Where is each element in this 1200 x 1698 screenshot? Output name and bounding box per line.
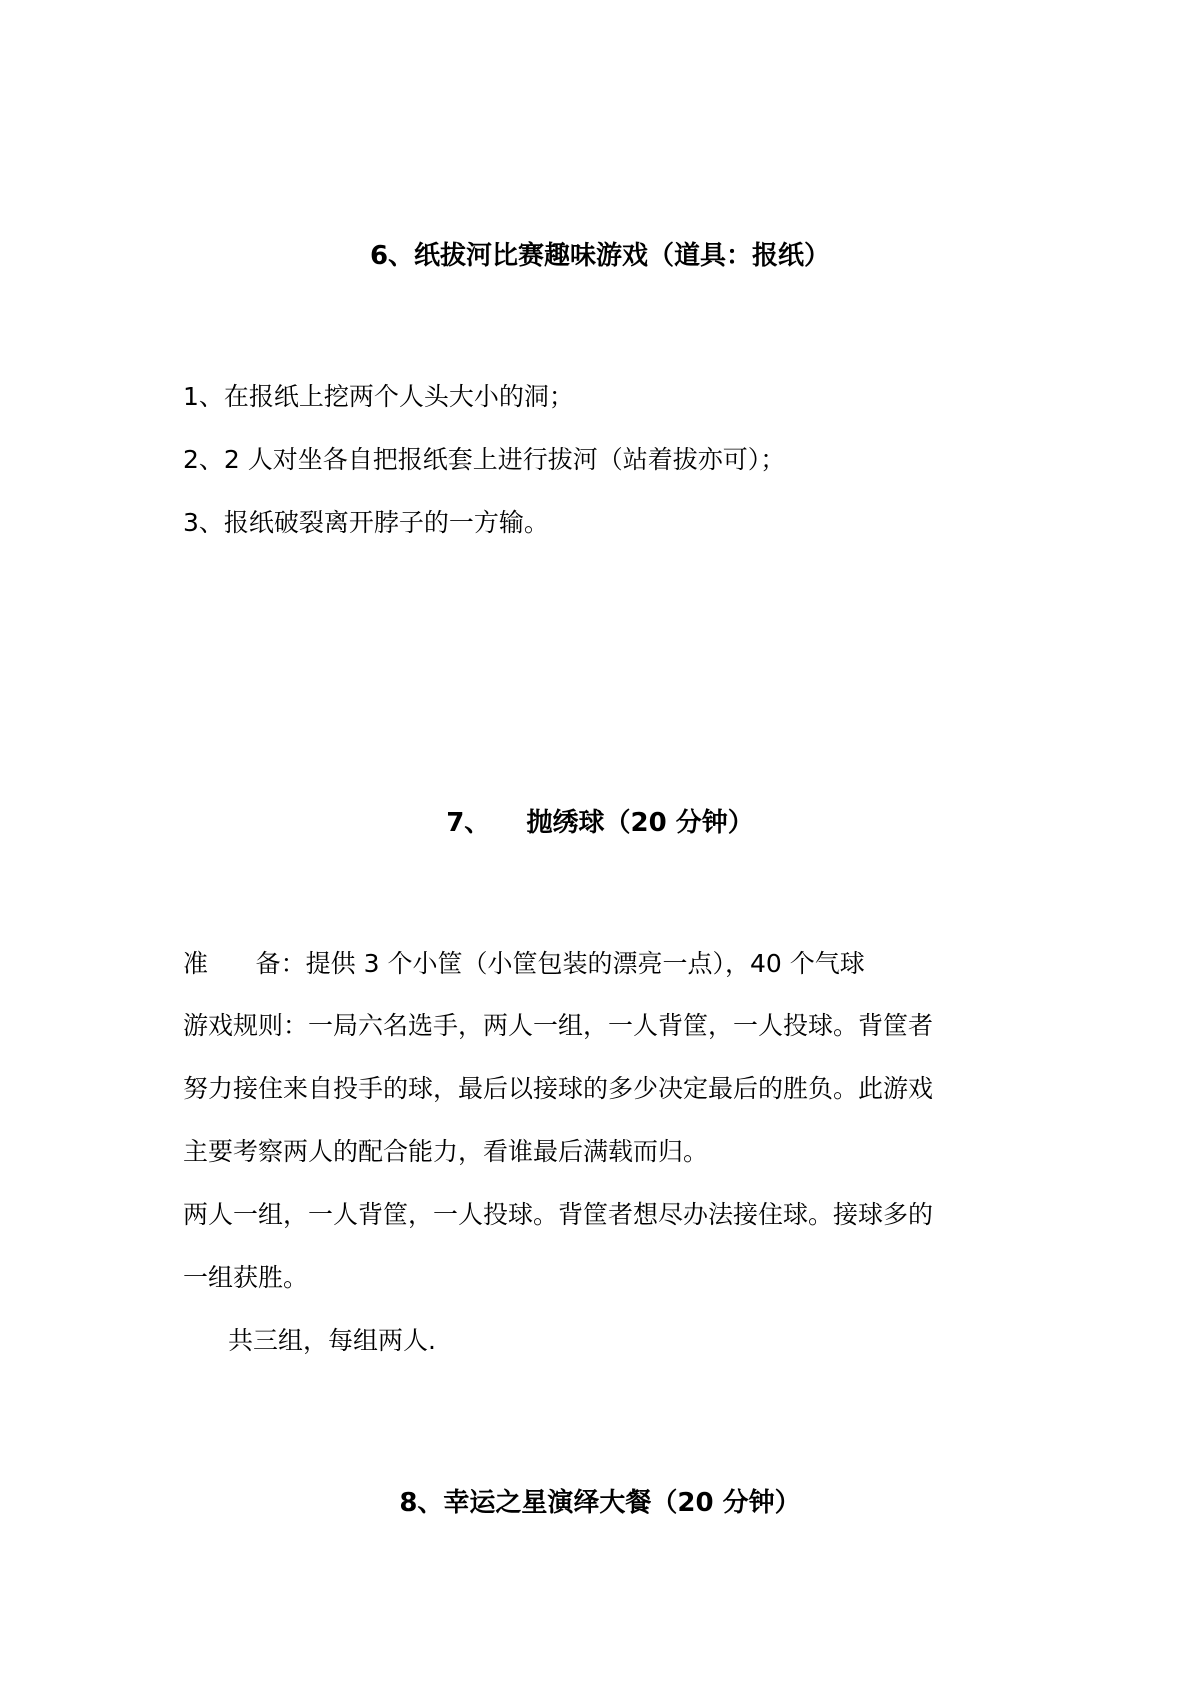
section-7-prep: 准 备：提供 3 个小筐（小筐包装的漂亮一点），40 个气球 bbox=[183, 949, 865, 978]
section-7-rules-line-4: 两人一组，一人背筐，一人投球。背筐者想尽办法接住球。接球多的 bbox=[183, 1200, 934, 1229]
section-6-step-1: 1、在报纸上挖两个人头大小的洞； bbox=[183, 382, 574, 411]
section-7-rules-line-1: 游戏规则：一局六名选手，两人一组，一人背筐，一人投球。背筐者 bbox=[183, 1011, 934, 1040]
section-6-step-3: 3、报纸破裂离开脖子的一方输。 bbox=[183, 508, 549, 537]
section-6-step-2: 2、2 人对坐各自把报纸套上进行拔河（站着拔亦可）； bbox=[183, 445, 786, 474]
section-7-heading: 7、 抛绣球（20 分钟） bbox=[446, 808, 754, 838]
section-7-rules-line-3: 主要考察两人的配合能力，看谁最后满载而归。 bbox=[183, 1137, 709, 1166]
section-7-rules-line-2: 努力接住来自投手的球，最后以接球的多少决定最后的胜负。此游戏 bbox=[183, 1074, 934, 1103]
section-8-heading: 8、幸运之星演绎大餐（20 分钟） bbox=[399, 1488, 801, 1518]
section-7-groups: 共三组，每组两人. bbox=[228, 1326, 436, 1355]
section-7-rules-line-5: 一组获胜。 bbox=[183, 1263, 309, 1292]
section-6-heading: 6、纸拔河比赛趣味游戏（道具：报纸） bbox=[369, 241, 831, 271]
